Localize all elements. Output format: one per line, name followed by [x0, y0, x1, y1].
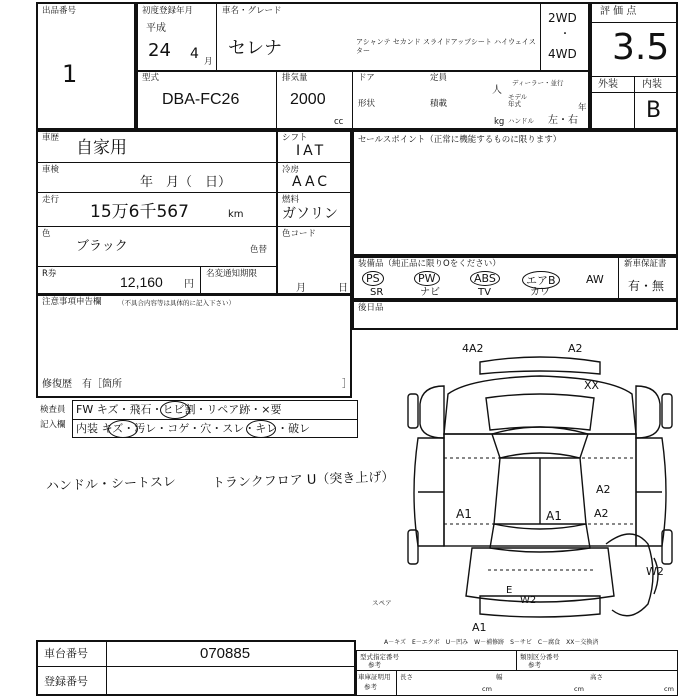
first-reg-label: 初度登録年月 [142, 6, 194, 16]
after-label: 後日品 [358, 303, 384, 313]
mileage-label: 走行 [42, 195, 60, 205]
capacity-label: 定員 [430, 73, 448, 83]
repair-bracket: ］ [342, 379, 352, 390]
equip-abs: ABS [470, 271, 500, 286]
damage-mark-center-right: A1 [546, 509, 562, 523]
warranty-label: 新車保証書 [624, 259, 667, 269]
circle-mark-chip [160, 401, 190, 419]
notes-sub: （不具合内容等は具体的に記入下さい） [118, 299, 235, 307]
warranty-value: 有・無 [628, 279, 665, 293]
damage-mark-exchange: XX [584, 379, 600, 392]
inspector-label: 検査員 [40, 405, 66, 415]
sales-point-box [352, 130, 678, 256]
width-label: 幅 [496, 673, 503, 681]
lot-label: 出品番号 [42, 6, 77, 16]
category-label: 類別区分番号 [520, 653, 559, 661]
entry-label: 記入欄 [40, 420, 66, 430]
drive-dot: ・ [560, 29, 570, 40]
interior-grade: B [646, 98, 662, 123]
door-label: ドア [358, 73, 375, 83]
equip-airbag: エアB [522, 271, 560, 289]
circle-mark-wear [246, 420, 276, 438]
damage-mark-rear-bumper: W2 [520, 595, 537, 606]
dealer-label: ディーラー・並行 [512, 79, 564, 87]
shape-label: 形状 [358, 99, 376, 109]
name-change-month: 月 [296, 283, 306, 294]
model-value: DBA-FC26 [162, 91, 240, 108]
damage-mark-right-door-front: A2 [596, 483, 611, 496]
car-label: 車名・グレード [222, 6, 282, 16]
handle-value: 左・右 [548, 115, 578, 126]
model-year-label: モデル年式 [508, 93, 528, 108]
recycle-amount: 12,160 [120, 274, 163, 290]
after-items-box [352, 300, 678, 330]
history-value: 自家用 [76, 138, 127, 158]
damage-mark-front-bumper: 4A2 [462, 342, 484, 355]
color-label: 色 [42, 229, 51, 239]
damage-mark-right-door-rear: A2 [594, 507, 609, 520]
circle-mark-scratch [108, 420, 138, 438]
type-designation-ref: 参考 [368, 661, 381, 669]
chassis-value: 070885 [200, 645, 251, 662]
cc-unit: cc [334, 117, 344, 127]
model-label: 型式 [142, 73, 160, 83]
repair-label: 修復歴 有［箇所 [42, 379, 122, 390]
month-unit: 月 [204, 57, 213, 67]
check-row-fw: FW キズ・飛石・ヒビ割・リペア跡・×要 [76, 403, 282, 416]
equip-leather: カワ [530, 287, 550, 298]
equip-pw: PW [414, 271, 440, 286]
grade: アシャンテ セカンド スライドアップシート ハイウェイスター [356, 38, 536, 56]
damage-legend: A－キズ E－エクボ U－凹み W－補修跡 S－サビ C－腐食 XX－交換済 [384, 639, 599, 646]
handwritten-note-trunk: トランクフロア U（突き上げ） [211, 469, 395, 492]
cert-label: 車庫証明用 [358, 673, 391, 681]
cert-ref: 参考 [364, 683, 377, 691]
load-label: 積載 [430, 99, 448, 109]
category-ref: 参考 [528, 661, 541, 669]
type-designation-label: 型式指定番号 [360, 653, 399, 661]
color-change-label: 色替 [250, 245, 268, 255]
equip-navi: ナビ [420, 287, 440, 298]
equip-tv: TV [478, 287, 491, 298]
drive-4wd: 4WD [548, 47, 577, 61]
displacement-label: 排気量 [282, 73, 308, 83]
exterior-label: 外装 [598, 79, 618, 90]
damage-mark-left-side: A1 [456, 507, 472, 521]
kg-unit: kg [494, 117, 505, 127]
length-label: 長さ [400, 673, 413, 681]
length-unit: cm [482, 685, 492, 693]
spare-label: スペア [372, 599, 392, 607]
height-unit: cm [664, 685, 674, 693]
car-name: セレナ [228, 38, 282, 59]
mileage-value: 15万6千567 [90, 202, 189, 222]
inspection-label: 車検 [42, 165, 60, 175]
check-row-interior: 内装 キズ・汚レ・コゲ・穴・スレ・キレ・破レ [76, 422, 311, 435]
displacement-value: 2000 [290, 91, 326, 108]
inspection-value: 年 月（ 日） [140, 175, 232, 190]
handle-label: ハンドル [508, 117, 534, 125]
interior-label: 内装 [642, 79, 662, 90]
lot-number: 1 [62, 60, 78, 88]
fuel-label: 燃料 [282, 195, 300, 205]
lot-box [36, 2, 136, 130]
color-code-label: 色コード [282, 229, 317, 239]
notes-label: 注意事項申告欄 [42, 297, 102, 307]
handwritten-note-handle: ハンドル・シートスレ [45, 474, 177, 495]
equip-sr: SR [370, 287, 384, 298]
sales-point-label: セールスポイント（正常に機能するものに限ります） [358, 135, 562, 145]
name-change-day: 日 [338, 283, 348, 294]
ac-value: AAC [292, 174, 331, 190]
damage-mark-front-right: A2 [568, 342, 583, 355]
score-value: 3.5 [612, 27, 670, 68]
equip-aw: AW [586, 273, 604, 286]
history-label: 車歴 [42, 133, 60, 143]
registration-label: 登録番号 [44, 675, 88, 688]
reg-year: 24 [148, 40, 171, 61]
width-unit: cm [574, 685, 584, 693]
recycle-label: R券 [42, 269, 57, 279]
reg-month: 4 [190, 46, 199, 62]
km-unit: km [228, 209, 244, 220]
equip-ps: PS [362, 271, 384, 286]
yen-unit: 円 [184, 279, 194, 290]
score-label: 評 価 点 [600, 6, 637, 17]
drive-2wd: 2WD [548, 11, 577, 25]
ac-label: 冷房 [282, 165, 300, 175]
year-unit: 年 [578, 103, 587, 113]
name-change-label: 名変通知期限 [206, 269, 258, 279]
fuel-value: ガソリン [282, 206, 338, 222]
era: 平成 [146, 23, 166, 34]
shift-label: シフト [282, 133, 308, 143]
equipment-label: 装備品（純正品に限りOをください） [358, 259, 501, 269]
color-value: ブラック [76, 239, 128, 254]
damage-mark-dent: E [506, 585, 513, 596]
damage-mark-rear-bottom: A1 [472, 621, 487, 634]
capacity-unit: 人 [492, 85, 502, 96]
damage-mark-rear-repair: W2 [646, 565, 664, 578]
shift-value: IAT [296, 143, 327, 159]
car-damage-diagram [400, 334, 680, 638]
chassis-label: 車台番号 [44, 647, 88, 660]
height-label: 高さ [590, 673, 603, 681]
